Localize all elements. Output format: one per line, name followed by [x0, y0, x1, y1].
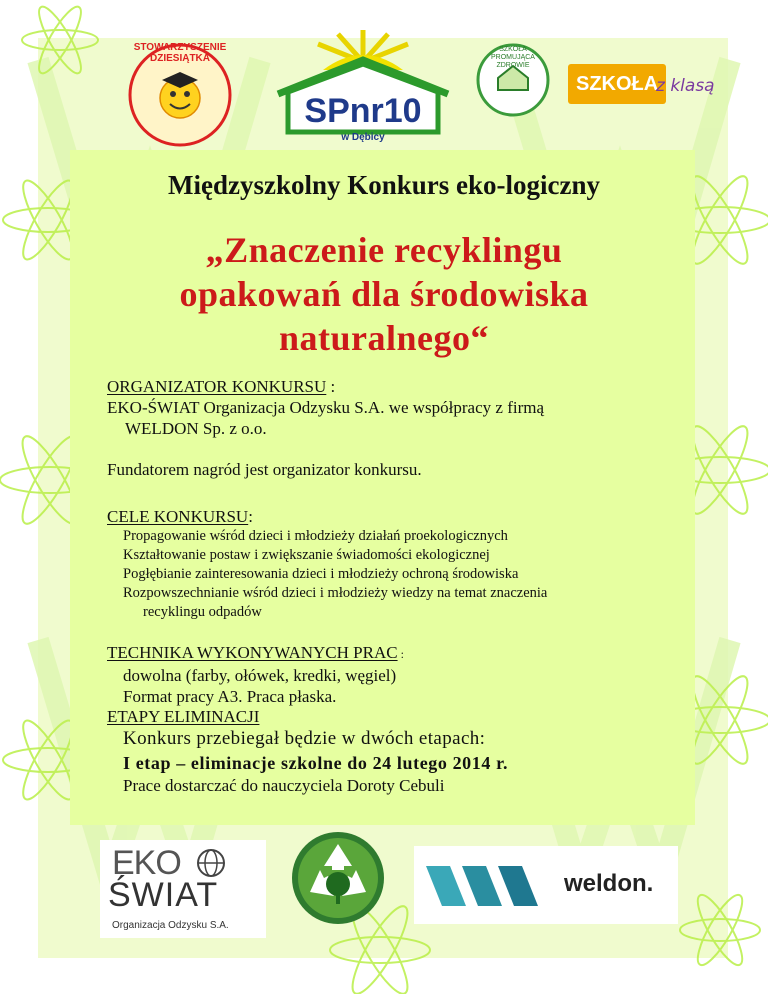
organizer-colon: :: [326, 377, 336, 396]
stages-label: ETAPY ELIMINACJI: [107, 707, 260, 726]
fundator-text: Fundatorem nagród jest organizator konkursu.: [107, 460, 422, 479]
organizer-section: [107, 376, 697, 439]
stowarzyszenie-logo: [120, 40, 240, 150]
stages-line-1: Konkurs przebiegał będzie w dwóch etapach:: [123, 728, 486, 749]
goals-list: [107, 527, 707, 622]
recycling-tree-icon: [290, 830, 386, 926]
title-line-1: „Znaczenie recyklingu: [205, 230, 563, 270]
competition-title: [0, 228, 768, 360]
organizer-line-1: EKO-ŚWIAT Organizacja Odzysku S.A. we współpracy z firmą: [107, 398, 545, 417]
eko-word: EKO: [112, 844, 181, 882]
title-line-3: naturalnego“: [278, 318, 489, 358]
recycling-tree-logo: [290, 830, 386, 926]
stowarzyszenie-text: STOWARZYSZENIE DZIESIĄTKA: [133, 42, 227, 64]
organizer-line-2: WELDON Sp. z o.o.: [125, 419, 267, 438]
weldon-w-mark-icon: [426, 866, 554, 906]
ekoswiat-subtitle: Organizacja Odzysku S.A.: [112, 920, 229, 931]
z-klasa-word: z klasą: [656, 76, 715, 96]
goals-heading: [107, 506, 707, 527]
sp10-logo: [268, 22, 458, 150]
globe-icon: [196, 848, 226, 878]
organizer-heading: [107, 376, 697, 397]
goal-item: recyklingu odpadów: [143, 604, 262, 620]
ekoswiat-logo: [100, 840, 266, 938]
stages-line-3: Prace dostarczać do nauczyciela Doroty Cebuli: [123, 776, 445, 795]
technique-line-2: Format pracy A3. Praca płaska.: [123, 687, 337, 706]
technique-heading: [107, 642, 697, 665]
technique-colon: :: [397, 647, 404, 661]
stages-line-2: I etap – eliminacje szkolne do 24 lutego 2014 r.: [123, 753, 509, 773]
goal-item: Pogłębianie zainteresowania dzieci i młodzieży ochroną środowiska: [123, 566, 519, 582]
sp10-sub-text: w Dębicy: [341, 132, 385, 143]
competition-heading: Międzyszkolny Konkurs eko-logiczny: [167, 170, 600, 200]
weldon-logo: [414, 846, 678, 924]
szkola-word: SZKOŁA: [568, 64, 666, 104]
technique-label: TECHNIKA WYKONYWANYCH PRAC: [107, 643, 398, 662]
goal-item: Propagowanie wśród dzieci i młodzieży działań proekologicznych: [123, 528, 508, 544]
goal-item: Rozpowszechnianie wśród dzieci i młodzieży wiedzy na temat znaczenia: [123, 585, 548, 601]
goals-label: CELE KONKURSU: [107, 507, 249, 526]
goal-item: Kształtowanie postaw i zwiększanie świadomości ekologicznej: [123, 547, 490, 563]
stages-section: [107, 706, 707, 797]
technique-line-1: dowolna (farby, ołówek, kredki, węgiel): [123, 666, 397, 685]
goals-section: [107, 506, 707, 622]
title-line-2: opakowań dla środowiska: [179, 274, 589, 314]
organizer-label: ORGANIZATOR KONKURSU: [107, 377, 327, 396]
szkola-promujaca-text: SZKOŁA PROMUJĄCA ZDROWIE: [491, 46, 535, 69]
swiat-word: ŚWIAT: [108, 876, 219, 914]
technique-section: [107, 642, 697, 707]
szkola-z-klasa-logo: [568, 64, 728, 108]
sp10-main-text: SPnr10: [304, 92, 422, 130]
weldon-wordmark: weldon.: [564, 870, 654, 897]
szkola-promujaca-zdrowie-logo: [474, 40, 552, 120]
goals-colon: :: [248, 507, 253, 526]
